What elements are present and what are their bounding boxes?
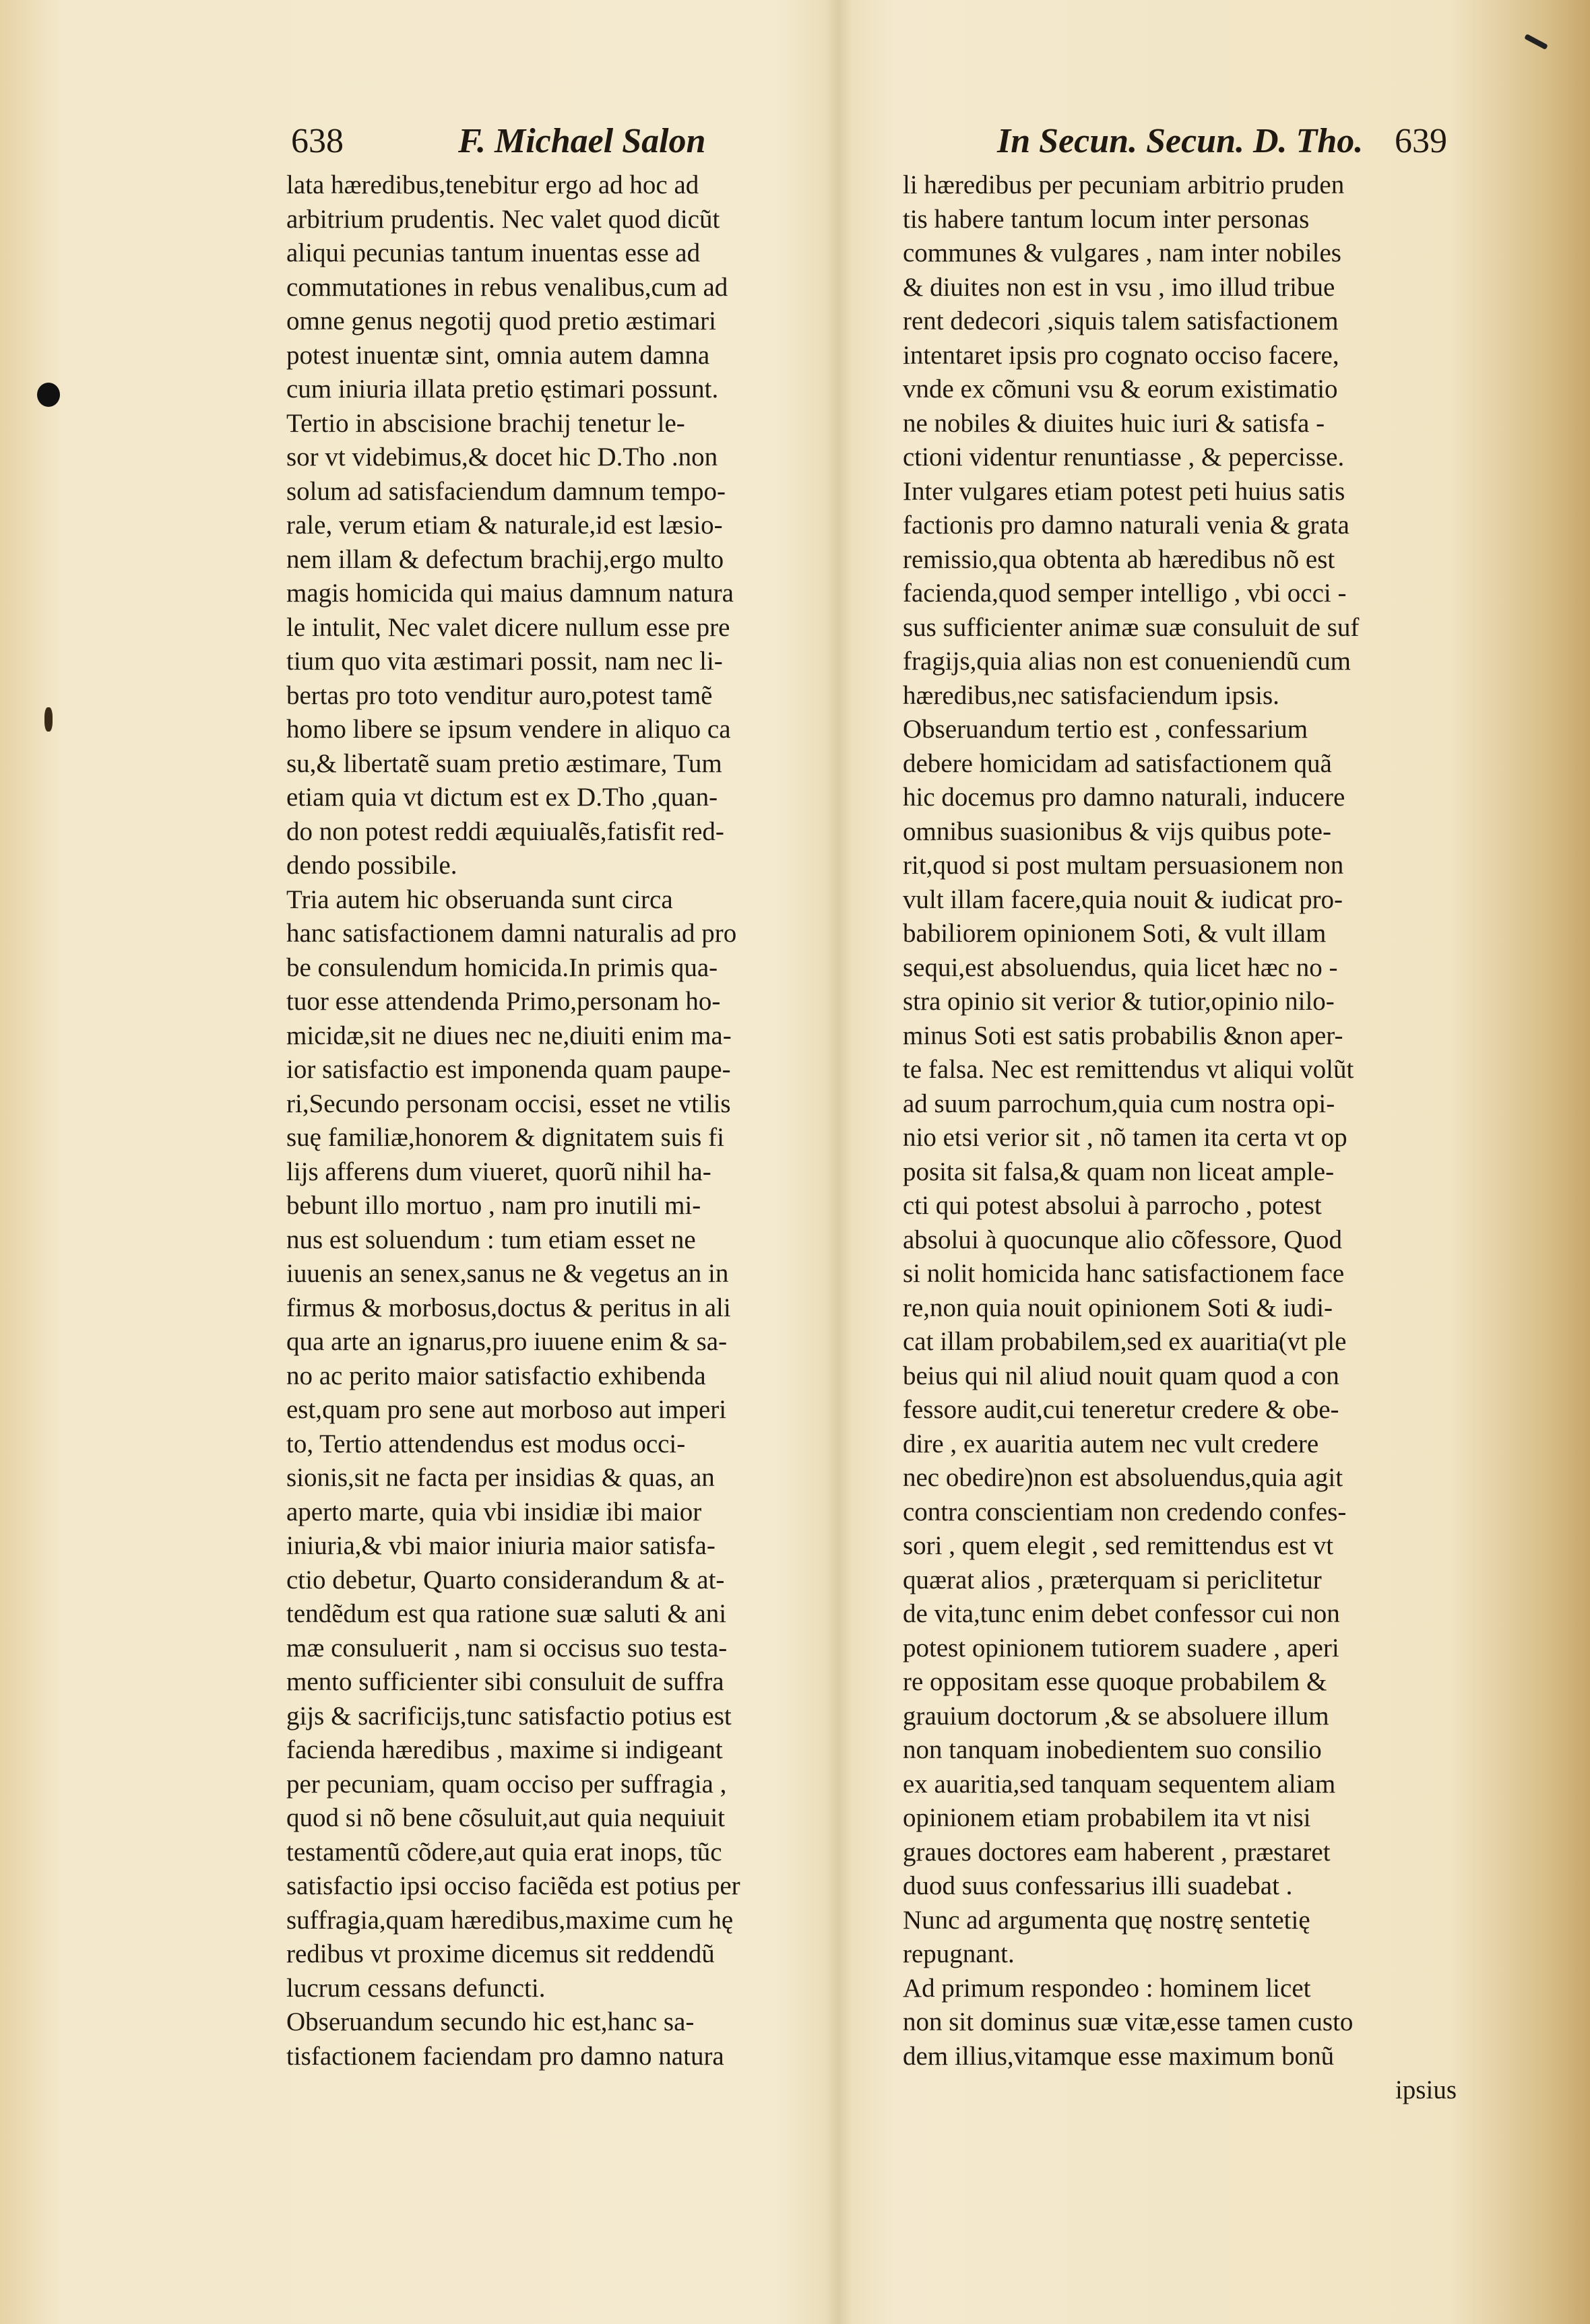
- text-line: do non potest reddi æquiualẽs,fatisfit red-: [286, 816, 724, 846]
- text-line: micidæ,sit ne diues nec ne,diuiti enim ma-: [286, 1021, 732, 1050]
- text-line: ne nobiles & diuites huic iuri & satisfa -: [903, 408, 1325, 438]
- text-line: non tanquam inobedientem suo consilio: [903, 1735, 1322, 1764]
- text-line: lata hæredibus,tenebitur ergo ad hoc ad: [286, 170, 699, 199]
- text-line: quod si nõ bene cõsuluit,aut quia nequiuit: [286, 1803, 725, 1832]
- text-line: iniuria,& vbi maior iniuria maior satisfa-: [286, 1531, 716, 1560]
- text-line: aliqui pecunias tantum inuentas esse ad: [286, 238, 701, 267]
- text-line: ad suum parrochum,quia cum nostra opi-: [903, 1089, 1335, 1118]
- right-running-head: [835, 115, 1590, 168]
- text-line: li hæredibus per pecuniam arbitrio pruden: [903, 170, 1345, 199]
- text-line: vult illam facere,quia nouit & iudicat pro-: [903, 884, 1343, 914]
- text-line: omnibus suasionibus & vijs quibus pote-: [903, 816, 1331, 846]
- text-line: Ad primum respondeo : hominem licet: [903, 1973, 1311, 2003]
- page-edge-mark: [1524, 34, 1548, 50]
- left-text-column: [286, 168, 846, 2073]
- text-line: ri,Secundo personam occisi, esset ne vtilis: [286, 1089, 731, 1118]
- text-line: facienda hæredibus , maxime si indigeant: [286, 1735, 723, 1764]
- text-line: contra conscientiam non credendo confes-: [903, 1497, 1347, 1526]
- text-line: homo libere se ipsum vendere in aliquo ca: [286, 715, 731, 744]
- text-line: bebunt illo mortuo , nam pro inutili mi-: [286, 1191, 701, 1220]
- text-line: Inter vulgares etiam potest peti huius satis: [903, 476, 1345, 506]
- text-line: tuor esse attendenda Primo,personam ho-: [286, 987, 721, 1016]
- text-line: no ac perito maior satisfactio exhibenda: [286, 1361, 706, 1390]
- text-line: etiam quia vt dictum est ex D.Tho ,quan-: [286, 783, 718, 812]
- text-line: hæredibus,nec satisfaciendum ipsis.: [903, 680, 1279, 710]
- text-line: firmus & morbosus,doctus & peritus in ali: [286, 1293, 731, 1322]
- text-line: est,quam pro sene aut morboso aut imperi: [286, 1395, 727, 1424]
- text-line: tendẽdum est qua ratione suæ saluti & ani: [286, 1599, 727, 1628]
- text-line: su,& libertatẽ suam pretio æstimare, Tum: [286, 748, 722, 778]
- text-line: testamentũ cõdere,aut quia erat inops, tũc: [286, 1837, 722, 1867]
- text-line: arbitrium prudentis. Nec valet quod dicũt: [286, 204, 720, 234]
- text-line: cum iniuria illata pretio ęstimari possunt.: [286, 375, 719, 404]
- text-line: tisfactionem faciendam pro damno natura: [286, 2041, 724, 2071]
- text-line: iuuenis an senex,sanus ne & vegetus an in: [286, 1259, 729, 1288]
- text-line: be consulendum homicida.In primis qua-: [286, 953, 718, 982]
- right-page-number: 639: [1395, 122, 1447, 160]
- text-line: redibus vt proxime dicemus sit reddendũ: [286, 1939, 715, 1968]
- text-line: minus Soti est satis probabilis &non aper-: [903, 1021, 1343, 1050]
- text-line: dire , ex auaritia autem nec vult credere: [903, 1429, 1319, 1458]
- left-running-head: [0, 115, 835, 168]
- text-line: re,non quia nouit opinionem Soti & iudi-: [903, 1293, 1333, 1322]
- text-line: opinionem etiam probabilem ita vt nisi: [903, 1803, 1311, 1832]
- text-line: solum ad satisfaciendum damnum tempo-: [286, 476, 726, 506]
- ink-blot: [37, 383, 60, 407]
- text-line: Nunc ad argumenta quę nostrę sentetię: [903, 1905, 1310, 1935]
- text-line: potest inuentæ sint, omnia autem damna: [286, 340, 710, 370]
- right-running-title: In Secun. Secun. D. Tho.: [997, 122, 1364, 160]
- text-line: suę familiæ,honorem & dignitatem suis fi: [286, 1123, 724, 1152]
- text-line: lucrum cessans defuncti.: [286, 1973, 546, 2003]
- text-line: magis homicida qui maius damnum natura: [286, 579, 734, 608]
- text-line: debere homicidam ad satisfactionem quã: [903, 748, 1332, 778]
- text-line: Tertio in abscisione brachij tenetur le-: [286, 408, 685, 438]
- text-line: gijs & sacrificijs,tunc satisfactio potius est: [286, 1701, 732, 1731]
- text-line: Obseruandum secundo hic est,hanc sa-: [286, 2007, 695, 2036]
- text-line: bertas pro toto venditur auro,potest tamẽ: [286, 680, 713, 710]
- text-line: aperto marte, quia vbi insidiæ ibi maior: [286, 1497, 702, 1526]
- left-page-number: 638: [291, 122, 344, 160]
- text-line: intentaret ipsis pro cognato occiso facere,: [903, 340, 1339, 370]
- text-line: potest opinionem tutiorem suadere , aperi: [903, 1633, 1339, 1663]
- text-line: babiliorem opinionem Soti, & vult illam: [903, 919, 1327, 948]
- text-line: lijs afferens dum viueret, quorũ nihil ha-: [286, 1157, 711, 1186]
- text-line: fessore audit,cui teneretur credere & obe-: [903, 1395, 1339, 1424]
- text-line: ctioni videntur renuntiasse , & pepercisse.: [903, 443, 1345, 472]
- text-line: absolui à quocunque alio cõfessore, Quod: [903, 1225, 1342, 1254]
- text-line: omne genus negotij quod pretio æstimari: [286, 306, 716, 335]
- text-line: remissio,qua obtenta ab hæredibus nõ est: [903, 544, 1335, 574]
- text-line: mæ consuluerit , nam si occisus suo testa-: [286, 1633, 728, 1663]
- text-line: vnde ex cõmuni vsu & eorum existimatio: [903, 375, 1338, 404]
- text-line: & diuites non est in vsu , imo illud tribue: [903, 272, 1335, 302]
- text-line: dendo possibile.: [286, 851, 457, 880]
- text-line: cti qui potest absolui à parrocho , potest: [903, 1191, 1322, 1220]
- text-line: le intulit, Nec valet dicere nullum esse pre: [286, 612, 730, 642]
- text-line: nec obedire)non est absoluendus,quia agit: [903, 1463, 1343, 1492]
- text-line: factionis pro damno naturali venia & grata: [903, 511, 1349, 540]
- text-line: facienda,quod semper intelligo , vbi occi -: [903, 579, 1347, 608]
- text-line: rent dedecori ,siquis talem satisfactionem: [903, 306, 1339, 335]
- text-line: te falsa. Nec est remittendus vt aliqui volũt: [903, 1055, 1354, 1084]
- text-line: non sit dominus suæ vitæ,esse tamen custo: [903, 2007, 1354, 2036]
- text-line: ior satisfactio est imponenda quam paupe-: [286, 1055, 731, 1084]
- text-line: quærat alios , præterquam si periclitetur: [903, 1565, 1322, 1594]
- ink-blot: [44, 707, 53, 732]
- text-line: de vita,tunc enim debet confessor cui non: [903, 1599, 1340, 1628]
- text-line: grauium doctorum ,& se absoluere illum: [903, 1701, 1329, 1731]
- text-line: hanc satisfactionem damni naturalis ad pro: [286, 919, 737, 948]
- text-line: rit,quod si post multam persuasionem non: [903, 851, 1344, 880]
- left-running-title: F. Michael Salon: [458, 122, 706, 160]
- text-line: commutationes in rebus venalibus,cum ad: [286, 272, 728, 302]
- text-line: Tria autem hic obseruanda sunt circa: [286, 884, 673, 914]
- text-line: si nolit homicida hanc satisfactionem face: [903, 1259, 1345, 1288]
- text-line: re oppositam esse quoque probabilem &: [903, 1667, 1327, 1696]
- text-line: nem illam & defectum brachij,ergo multo: [286, 544, 724, 574]
- text-line: stra opinio sit verior & tutior,opinio nilo-: [903, 987, 1335, 1016]
- text-line: sor vt videbimus,& docet hic D.Tho .non: [286, 443, 718, 472]
- text-line: ex auaritia,sed tanquam sequentem aliam: [903, 1769, 1336, 1799]
- text-line: ctio debetur, Quarto considerandum & at-: [286, 1565, 725, 1594]
- text-line: mento sufficienter sibi consuluit de suffra: [286, 1667, 724, 1696]
- text-line: suffragia,quam hæredibus,maxime cum hę: [286, 1905, 734, 1935]
- text-line: posita sit falsa,& quam non liceat ample-: [903, 1157, 1335, 1186]
- text-line: sequi,est absoluendus, quia licet hæc no -: [903, 953, 1338, 982]
- text-line: sionis,sit ne facta per insidias & quas, an: [286, 1463, 715, 1492]
- text-line: qua arte an ignarus,pro iuuene enim & sa-: [286, 1327, 728, 1356]
- text-line: sori , quem elegit , sed remittendus est vt: [903, 1531, 1334, 1560]
- text-line: cat illam probabilem,sed ex auaritia(vt ple: [903, 1327, 1347, 1356]
- text-line: tium quo vita æstimari possit, nam nec li-: [286, 647, 723, 676]
- catchword: ipsius: [1395, 2075, 1457, 2104]
- text-line: communes & vulgares , nam inter nobiles: [903, 238, 1341, 267]
- text-line: repugnant.: [903, 1939, 1015, 1968]
- text-line: dem illius,vitamque esse maximum bonũ: [903, 2041, 1335, 2071]
- text-line: to, Tertio attendendus est modus occi-: [286, 1429, 686, 1458]
- text-line: graues doctores eam haberent , præstaret: [903, 1837, 1331, 1867]
- text-line: rale, verum etiam & naturale,id est læsio-: [286, 511, 723, 540]
- text-line: beius qui nil aliud nouit quam quod a con: [903, 1361, 1339, 1390]
- text-line: tis habere tantum locum inter personas: [903, 204, 1310, 234]
- text-line: Obseruandum tertio est , confessarium: [903, 715, 1308, 744]
- text-line: nus est soluendum : tum etiam esset ne: [286, 1225, 696, 1254]
- text-line: fragijs,quia alias non est conueniendũ cum: [903, 647, 1351, 676]
- right-text-column: [903, 168, 1462, 2108]
- text-line: sus sufficienter animæ suæ consuluit de suf: [903, 612, 1360, 642]
- text-line: per pecuniam, quam occiso per suffragia ,: [286, 1769, 727, 1799]
- text-line: duod suus confessarius illi suadebat .: [903, 1871, 1293, 1900]
- text-line: satisfactio ipsi occiso faciẽda est potius per: [286, 1871, 740, 1900]
- text-line: hic docemus pro damno naturali, inducere: [903, 783, 1345, 812]
- text-line: nio etsi verior sit , nõ tamen ita certa vt op: [903, 1123, 1347, 1152]
